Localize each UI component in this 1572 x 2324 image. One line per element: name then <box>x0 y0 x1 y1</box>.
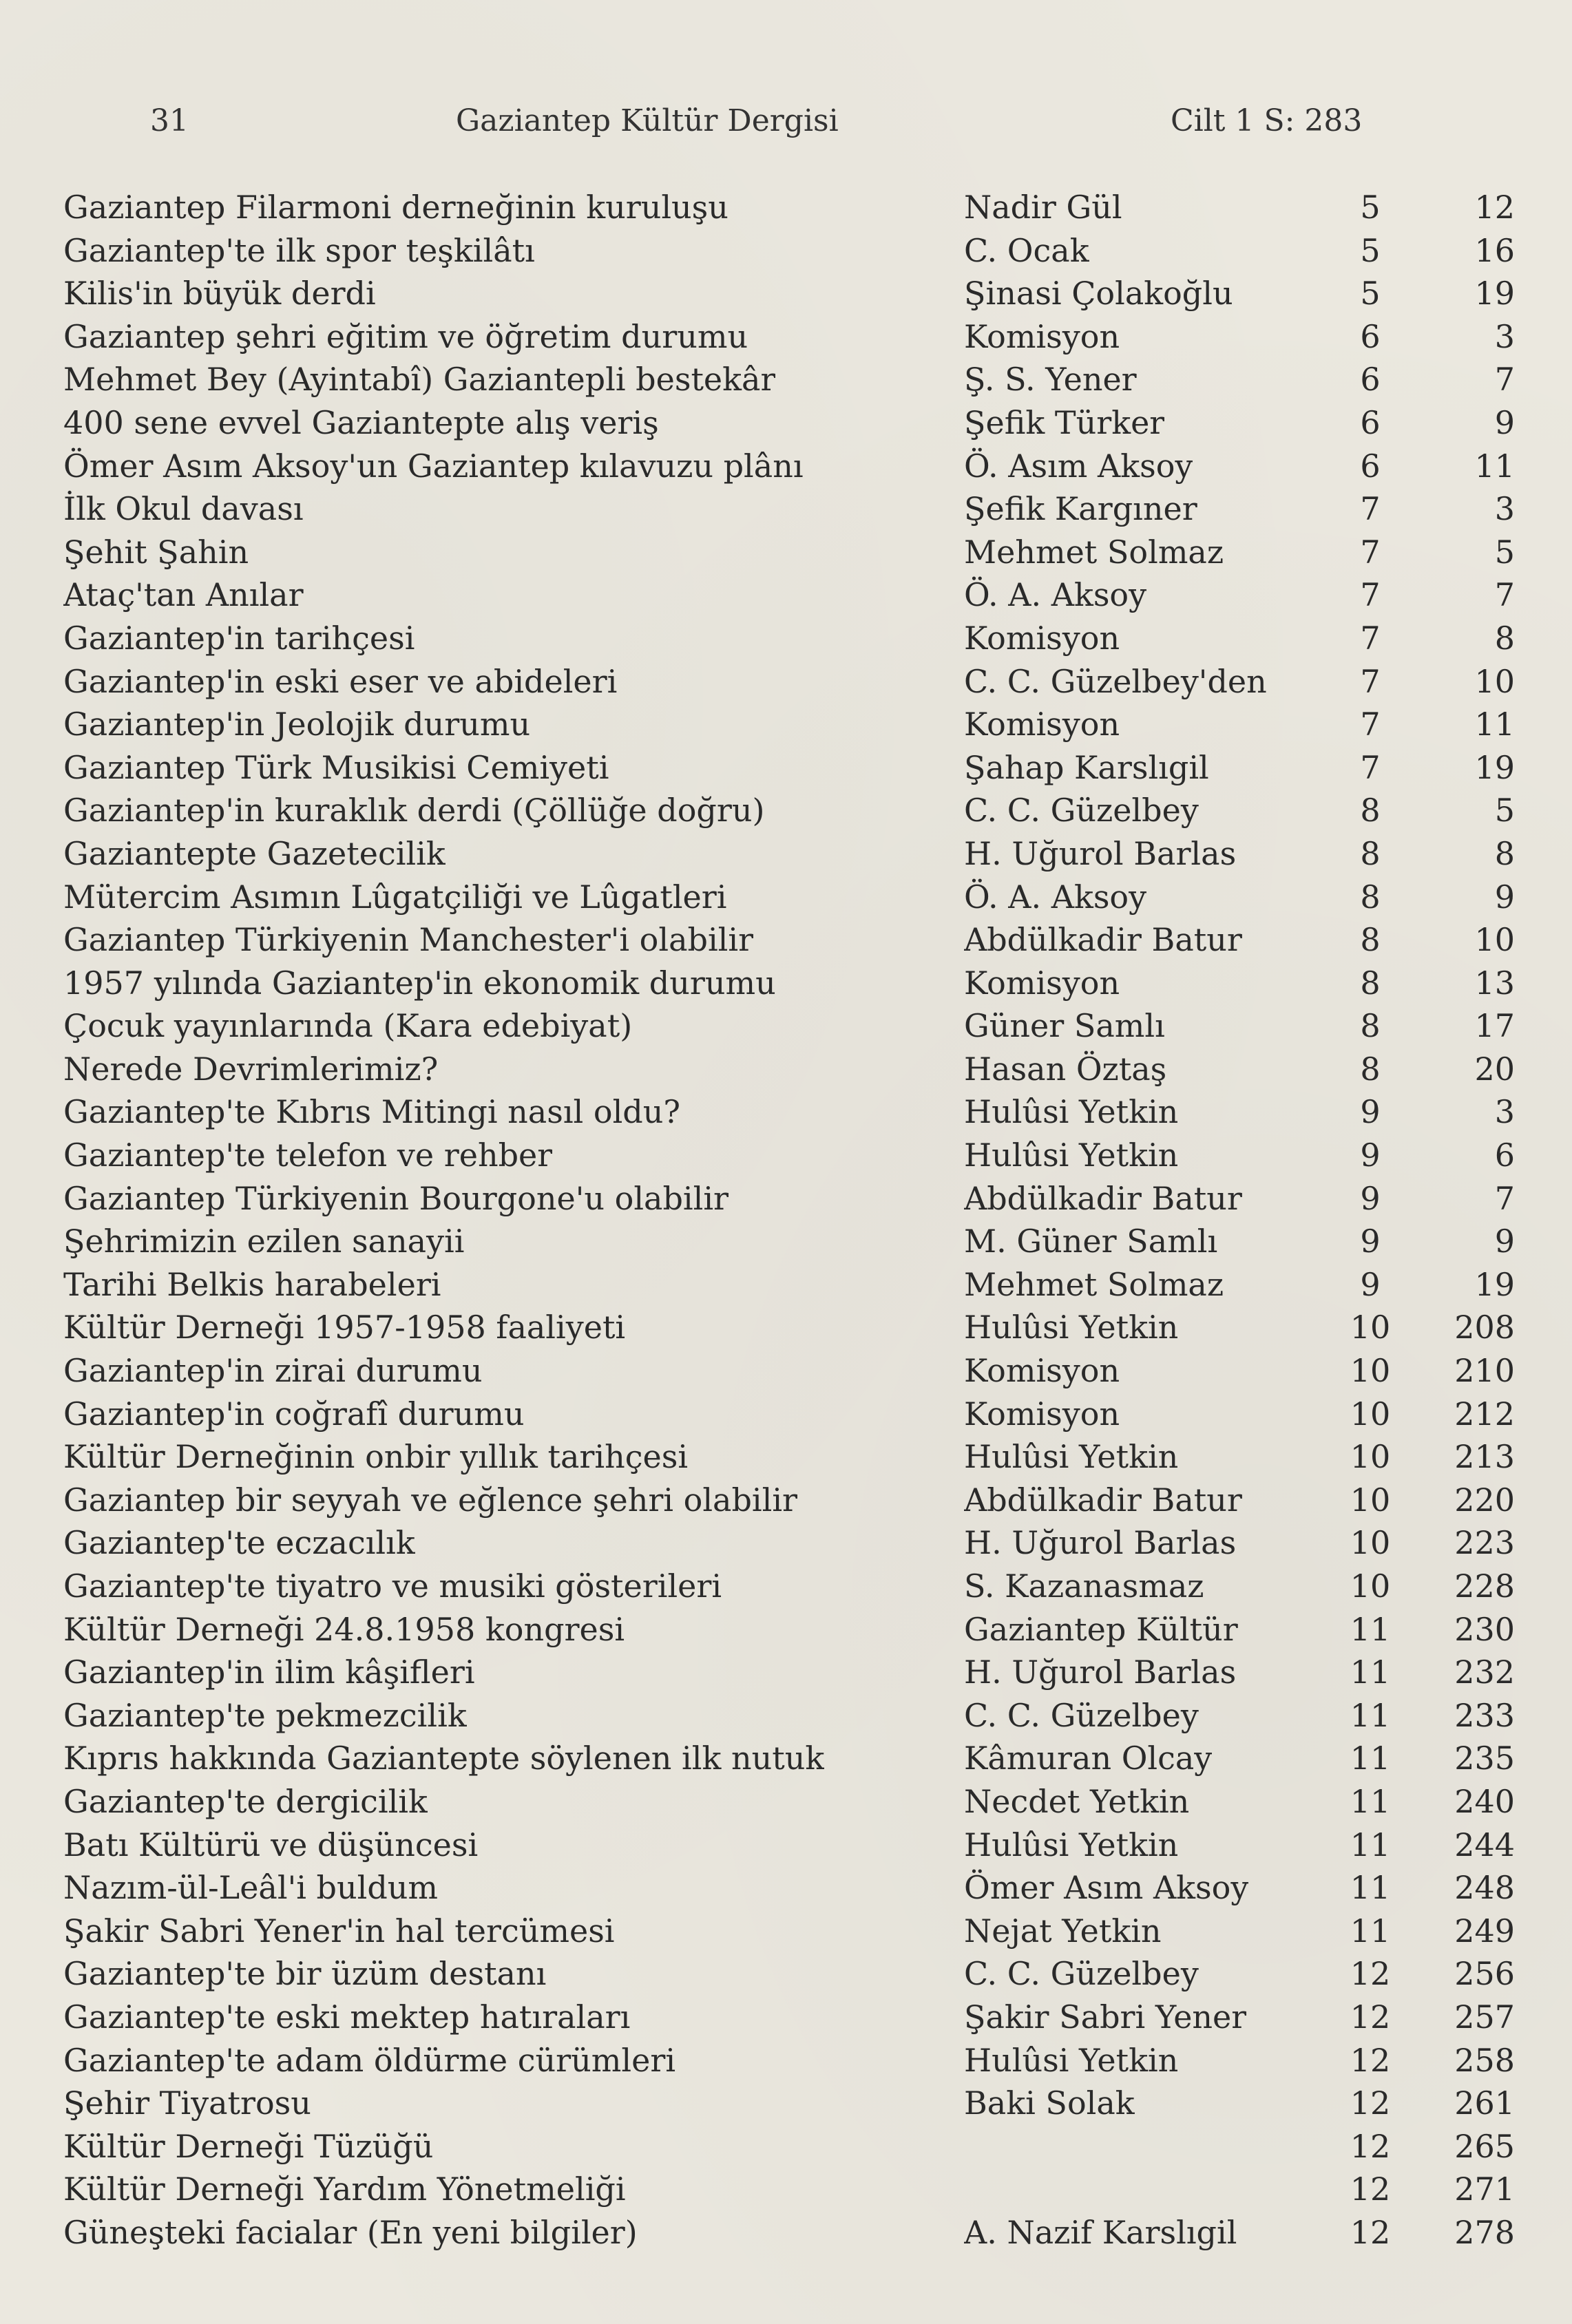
issue-number: 9 <box>1360 1223 1381 1260</box>
issue-number: 10 <box>1350 1352 1391 1390</box>
article-title: Gaziantep'in ilim kâşifleri <box>63 1654 475 1691</box>
issue-number: 11 <box>1350 1610 1391 1648</box>
toc-row <box>0 2125 1572 2168</box>
issue-number: 10 <box>1350 1309 1391 1346</box>
issue-number: 10 <box>1350 1395 1391 1433</box>
page-reference: 257 <box>1454 1998 1515 2036</box>
article-author: Ö. A. Aksoy <box>964 576 1147 614</box>
page-reference: 261 <box>1454 2084 1515 2122</box>
page-reference: 248 <box>1454 1869 1515 1907</box>
article-author: Abdülkadir Batur <box>964 1179 1242 1217</box>
article-author: C. C. Güzelbey <box>964 1696 1199 1734</box>
article-author: Necdet Yetkin <box>964 1782 1190 1820</box>
issue-number: 8 <box>1360 1007 1381 1045</box>
article-title: Kültür Derneği Tüzüğü <box>63 2127 434 2165</box>
toc-row <box>0 1866 1572 1910</box>
page-reference: 208 <box>1454 1309 1515 1346</box>
toc-row <box>0 229 1572 273</box>
toc-row <box>0 1393 1572 1436</box>
article-title: Kilis'in büyük derdi <box>63 275 376 313</box>
toc-row <box>0 186 1572 229</box>
page-reference: 9 <box>1494 878 1515 916</box>
article-title: 400 sene evvel Gaziantepte alış veriş <box>63 403 659 441</box>
issue-number: 8 <box>1360 834 1381 872</box>
article-title: Batı Kültürü ve düşüncesi <box>63 1826 479 1863</box>
issue-number: 9 <box>1360 1265 1381 1303</box>
issue-number: 8 <box>1360 878 1381 916</box>
page-reference: 8 <box>1494 619 1515 657</box>
toc-row <box>0 1651 1572 1694</box>
article-author: Komisyon <box>964 964 1120 1002</box>
page-reference: 13 <box>1474 964 1515 1002</box>
issue-number: 12 <box>1350 1955 1391 1993</box>
article-title: Gaziantep'in kuraklık derdi (Çöllüğe doğru) <box>63 792 765 830</box>
page-reference: 235 <box>1454 1740 1515 1777</box>
article-author: C. C. Güzelbey'den <box>964 662 1267 700</box>
article-title: Mehmet Bey (Ayintabî) Gaziantepli bestekâr <box>63 361 776 399</box>
issue-number: 12 <box>1350 2213 1391 2251</box>
article-title: Gaziantep'in zirai durumu <box>63 1352 483 1390</box>
article-title: Gaziantepte Gazetecilik <box>63 834 446 872</box>
issue-number: 8 <box>1360 792 1381 830</box>
issue-number: 10 <box>1350 1567 1391 1605</box>
article-author: Ömer Asım Aksoy <box>964 1869 1249 1907</box>
toc-row <box>0 1306 1572 1349</box>
article-author: Hulûsi Yetkin <box>964 1309 1179 1346</box>
page-reference: 8 <box>1494 834 1515 872</box>
toc-row <box>0 2168 1572 2211</box>
article-author: Ö. Asım Aksoy <box>964 447 1193 485</box>
issue-number: 7 <box>1360 662 1381 700</box>
issue-number: 7 <box>1360 490 1381 528</box>
article-title: Gaziantep Türkiyenin Manchester'i olabilir <box>63 921 754 959</box>
article-author: Nadir Gül <box>964 189 1122 226</box>
article-author: Hulûsi Yetkin <box>964 1826 1179 1863</box>
article-title: Kültür Derneğinin onbir yıllık tarihçesi <box>63 1438 689 1476</box>
article-author: C. C. Güzelbey <box>964 792 1199 830</box>
toc-row <box>0 1134 1572 1177</box>
article-author: Mehmet Solmaz <box>964 1265 1224 1303</box>
article-title: Gaziantep'te Kıbrıs Mitingi nasıl oldu? <box>63 1093 681 1131</box>
page-reference: 6 <box>1494 1137 1515 1174</box>
toc-row <box>0 2039 1572 2082</box>
article-title: Gaziantep'in eski eser ve abideleri <box>63 662 618 700</box>
table-of-contents <box>0 186 1572 2254</box>
article-title: İlk Okul davası <box>63 490 304 528</box>
page-reference: 230 <box>1454 1610 1515 1648</box>
article-author: Komisyon <box>964 706 1120 743</box>
article-author: Baki Solak <box>964 2084 1135 2122</box>
page-reference: 19 <box>1474 1265 1515 1303</box>
issue-number: 6 <box>1360 447 1381 485</box>
article-title: Gaziantep'te ilk spor teşkilâtı <box>63 231 535 269</box>
issue-number: 11 <box>1350 1826 1391 1863</box>
page-reference: 9 <box>1494 1223 1515 1260</box>
article-title: Gaziantep'te bir üzüm destanı <box>63 1955 547 1993</box>
article-author: C. Ocak <box>964 231 1089 269</box>
page-reference: 7 <box>1494 1179 1515 1217</box>
article-author: Abdülkadir Batur <box>964 921 1242 959</box>
article-title: Gaziantep'te eski mektep hatıraları <box>63 1998 631 2036</box>
article-author: M. Güner Samlı <box>964 1223 1218 1260</box>
article-title: Ömer Asım Aksoy'un Gaziantep kılavuzu plânı <box>63 447 804 485</box>
page-reference: 11 <box>1474 706 1515 743</box>
issue-number: 9 <box>1360 1137 1381 1174</box>
article-title: Şakir Sabri Yener'in hal tercümesi <box>63 1912 615 1950</box>
article-author: Gaziantep Kültür <box>964 1610 1238 1648</box>
article-title: Şehrimizin ezilen sanayii <box>63 1223 465 1260</box>
page-reference: 10 <box>1474 921 1515 959</box>
article-author: Komisyon <box>964 317 1120 355</box>
article-author: H. Uğurol Barlas <box>964 1654 1237 1691</box>
page-reference: 240 <box>1454 1782 1515 1820</box>
issue-number: 9 <box>1360 1093 1381 1131</box>
page-reference: 232 <box>1454 1654 1515 1691</box>
article-title: Gaziantep Filarmoni derneğinin kuruluşu <box>63 189 729 226</box>
article-title: Gaziantep'in tarihçesi <box>63 619 415 657</box>
article-title: Gaziantep şehri eğitim ve öğretim durumu <box>63 317 748 355</box>
issue-number: 7 <box>1360 576 1381 614</box>
article-author: H. Uğurol Barlas <box>964 1524 1237 1562</box>
toc-row <box>0 358 1572 401</box>
article-author: Şakir Sabri Yener <box>964 1998 1247 2036</box>
article-author: Ö. A. Aksoy <box>964 878 1147 916</box>
toc-row <box>0 401 1572 445</box>
issue-number: 7 <box>1360 706 1381 743</box>
issue-number: 11 <box>1350 1696 1391 1734</box>
toc-row <box>0 2082 1572 2125</box>
toc-row <box>0 573 1572 617</box>
article-author: H. Uğurol Barlas <box>964 834 1237 872</box>
page-reference: 11 <box>1474 447 1515 485</box>
page-reference: 5 <box>1494 533 1515 571</box>
article-author: Komisyon <box>964 619 1120 657</box>
article-title: Şehir Tiyatrosu <box>63 2084 311 2122</box>
article-title: Gaziantep'te tiyatro ve musiki gösterileri <box>63 1567 722 1605</box>
toc-row <box>0 746 1572 790</box>
article-author: C. C. Güzelbey <box>964 1955 1199 1993</box>
toc-row <box>0 445 1572 488</box>
article-author: Hulûsi Yetkin <box>964 1093 1179 1131</box>
toc-row <box>0 1177 1572 1221</box>
article-title: Mütercim Asımın Lûgatçiliği ve Lûgatleri <box>63 878 727 916</box>
issue-number: 8 <box>1360 1050 1381 1088</box>
issue-number: 5 <box>1360 231 1381 269</box>
issue-number: 8 <box>1360 964 1381 1002</box>
article-title: Gaziantep'te pekmezcilik <box>63 1696 467 1734</box>
page-reference: 12 <box>1474 189 1515 226</box>
issue-number: 12 <box>1350 2041 1391 2079</box>
issue-number: 6 <box>1360 361 1381 399</box>
page-reference: 5 <box>1494 792 1515 830</box>
article-author: Komisyon <box>964 1352 1120 1390</box>
issue-number: 10 <box>1350 1524 1391 1562</box>
issue-number: 12 <box>1350 1998 1391 2036</box>
toc-row <box>0 2211 1572 2254</box>
article-title: Nerede Devrimlerimiz? <box>63 1050 439 1088</box>
article-author: Hasan Öztaş <box>964 1050 1167 1088</box>
article-title: Gaziantep'te eczacılık <box>63 1524 415 1562</box>
toc-row <box>0 1996 1572 2039</box>
issue-number: 7 <box>1360 533 1381 571</box>
article-author: Nejat Yetkin <box>964 1912 1162 1950</box>
article-author: Şinasi Çolakoğlu <box>964 275 1233 313</box>
toc-row <box>0 1780 1572 1824</box>
article-author: Komisyon <box>964 1395 1120 1433</box>
article-title: Gaziantep'te telefon ve rehber <box>63 1137 553 1174</box>
toc-row <box>0 1910 1572 1953</box>
page-reference: 7 <box>1494 361 1515 399</box>
volume-info: Cilt 1 S: 283 <box>1171 103 1363 138</box>
toc-row <box>0 315 1572 359</box>
article-title: 1957 yılında Gaziantep'in ekonomik durumu <box>63 964 776 1002</box>
issue-number: 11 <box>1350 1782 1391 1820</box>
page-reference: 278 <box>1454 2213 1515 2251</box>
toc-row <box>0 1737 1572 1780</box>
toc-row <box>0 1048 1572 1091</box>
page-reference: 9 <box>1494 403 1515 441</box>
issue-number: 6 <box>1360 403 1381 441</box>
article-author: A. Nazif Karslıgil <box>964 2213 1237 2251</box>
toc-row <box>0 1565 1572 1608</box>
article-title: Kıprıs hakkında Gaziantepte söylenen ilk nutuk <box>63 1740 825 1777</box>
toc-row <box>0 487 1572 531</box>
article-title: Gaziantep'te dergicilik <box>63 1782 428 1820</box>
journal-title: Gaziantep Kültür Dergisi <box>456 103 839 138</box>
page-reference: 244 <box>1454 1826 1515 1863</box>
toc-row <box>0 876 1572 919</box>
page-reference: 3 <box>1494 317 1515 355</box>
article-title: Kültür Derneği 1957-1958 faaliyeti <box>63 1309 626 1346</box>
issue-number: 10 <box>1350 1481 1391 1519</box>
issue-number: 9 <box>1360 1179 1381 1217</box>
page-reference: 212 <box>1454 1395 1515 1433</box>
toc-row <box>0 1824 1572 1867</box>
page-reference: 213 <box>1454 1438 1515 1476</box>
toc-row <box>0 1694 1572 1737</box>
article-title: Şehit Şahin <box>63 533 249 571</box>
article-title: Ataç'tan Anılar <box>63 576 304 614</box>
issue-number: 11 <box>1350 1740 1391 1777</box>
page-reference: 20 <box>1474 1050 1515 1088</box>
article-author: Şahap Karslıgil <box>964 748 1209 786</box>
article-title: Gaziantep'te adam öldürme cürümleri <box>63 2041 676 2079</box>
issue-number: 12 <box>1350 2127 1391 2165</box>
article-title: Gaziantep bir seyyah ve eğlence şehri olabilir <box>63 1481 798 1519</box>
page-reference: 10 <box>1474 662 1515 700</box>
issue-number: 7 <box>1360 619 1381 657</box>
issue-number: 12 <box>1350 2170 1391 2208</box>
toc-row <box>0 1521 1572 1565</box>
issue-number: 11 <box>1350 1654 1391 1691</box>
article-title: Çocuk yayınlarında (Kara edebiyat) <box>63 1007 633 1045</box>
page-reference: 17 <box>1474 1007 1515 1045</box>
toc-row <box>0 1479 1572 1522</box>
page-reference: 258 <box>1454 2041 1515 2079</box>
page-reference: 220 <box>1454 1481 1515 1519</box>
article-author: Hulûsi Yetkin <box>964 2041 1179 2079</box>
issue-number: 11 <box>1350 1869 1391 1907</box>
article-author: Ş. S. Yener <box>964 361 1137 399</box>
issue-number: 8 <box>1360 921 1381 959</box>
page-reference: 271 <box>1454 2170 1515 2208</box>
page-reference: 16 <box>1474 231 1515 269</box>
page-reference: 19 <box>1474 275 1515 313</box>
page-reference: 19 <box>1474 748 1515 786</box>
page-header <box>0 96 1572 151</box>
issue-number: 6 <box>1360 317 1381 355</box>
article-author: Hulûsi Yetkin <box>964 1137 1179 1174</box>
issue-number: 12 <box>1350 2084 1391 2122</box>
issue-number: 7 <box>1360 748 1381 786</box>
article-author: Abdülkadir Batur <box>964 1481 1242 1519</box>
page-reference: 3 <box>1494 490 1515 528</box>
article-author: Mehmet Solmaz <box>964 533 1224 571</box>
article-title: Nazım-ül-Leâl'i buldum <box>63 1869 439 1907</box>
toc-row <box>0 962 1572 1005</box>
article-author: Güner Samlı <box>964 1007 1165 1045</box>
issue-number: 10 <box>1350 1438 1391 1476</box>
page-reference: 228 <box>1454 1567 1515 1605</box>
issue-number: 11 <box>1350 1912 1391 1950</box>
toc-row <box>0 1090 1572 1134</box>
toc-row <box>0 832 1572 876</box>
page-reference: 233 <box>1454 1696 1515 1734</box>
toc-row <box>0 531 1572 574</box>
page-reference: 249 <box>1454 1912 1515 1950</box>
article-author: S. Kazanasmaz <box>964 1567 1204 1605</box>
page-reference: 7 <box>1494 576 1515 614</box>
article-title: Güneşteki facialar (En yeni bilgiler) <box>63 2213 638 2251</box>
article-title: Kültür Derneği 24.8.1958 kongresi <box>63 1610 625 1648</box>
article-author: Hulûsi Yetkin <box>964 1438 1179 1476</box>
toc-row <box>0 660 1572 704</box>
page-number: 31 <box>150 103 189 138</box>
issue-number: 5 <box>1360 275 1381 313</box>
toc-row <box>0 617 1572 660</box>
article-title: Gaziantep'in Jeolojik durumu <box>63 706 531 743</box>
page-reference: 265 <box>1454 2127 1515 2165</box>
article-title: Gaziantep Türkiyenin Bourgone'u olabilir <box>63 1179 729 1217</box>
article-title: Kültür Derneği Yardım Yönetmeliği <box>63 2170 626 2208</box>
toc-row <box>0 272 1572 315</box>
toc-row <box>0 789 1572 832</box>
toc-row <box>0 918 1572 962</box>
page-reference: 210 <box>1454 1352 1515 1390</box>
issue-number: 5 <box>1360 189 1381 226</box>
toc-row <box>0 1220 1572 1263</box>
toc-row <box>0 1263 1572 1307</box>
article-title: Gaziantep Türk Musikisi Cemiyeti <box>63 748 609 786</box>
article-author: Şefik Türker <box>964 403 1165 441</box>
toc-row <box>0 1952 1572 1996</box>
article-title: Gaziantep'in coğrafî durumu <box>63 1395 525 1433</box>
toc-row <box>0 1349 1572 1393</box>
toc-row <box>0 703 1572 746</box>
toc-row <box>0 1608 1572 1651</box>
article-author: Şefik Kargıner <box>964 490 1197 528</box>
toc-row <box>0 1435 1572 1479</box>
article-author: Kâmuran Olcay <box>964 1740 1213 1777</box>
page-reference: 223 <box>1454 1524 1515 1562</box>
toc-row <box>0 1004 1572 1048</box>
article-title: Tarihi Belkis harabeleri <box>63 1265 441 1303</box>
page-reference: 256 <box>1454 1955 1515 1993</box>
page-reference: 3 <box>1494 1093 1515 1131</box>
